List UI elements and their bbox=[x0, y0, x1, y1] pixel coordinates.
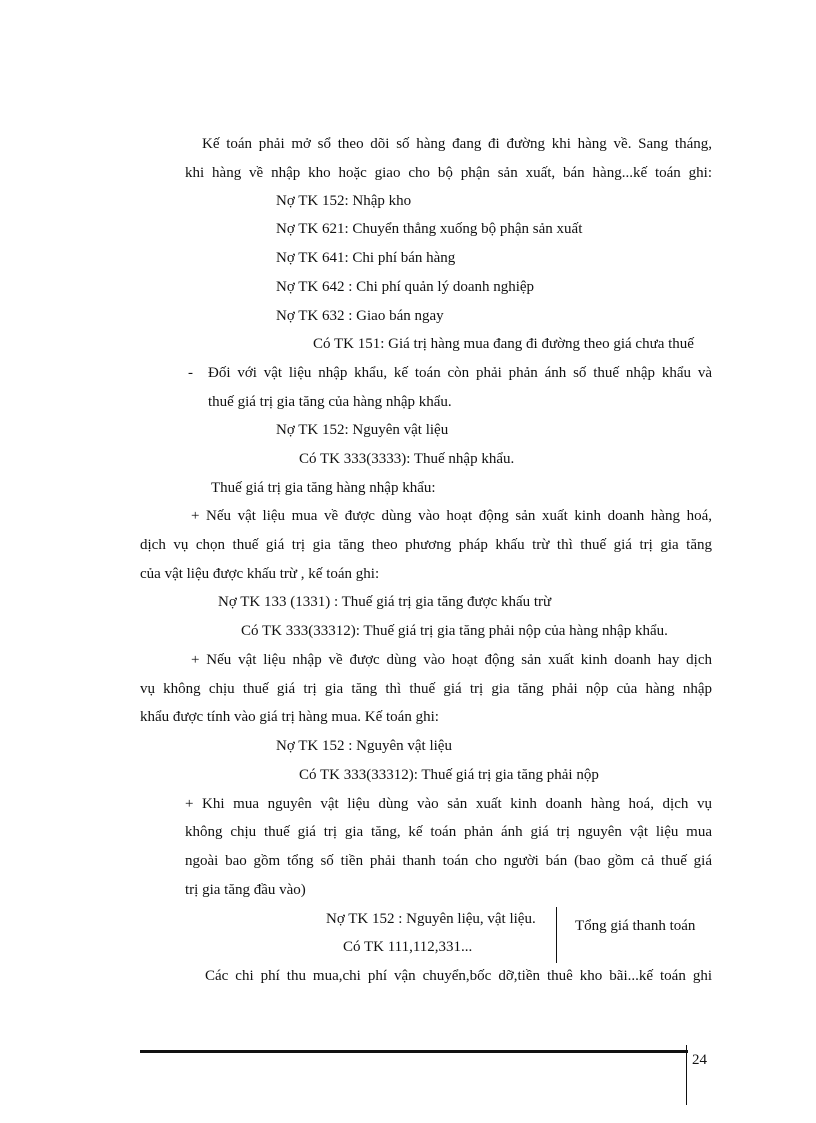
paragraph-line: vụ không chịu thuế giá trị gia tăng thì thuế giá trị gia tăng phải nộp của hàng nhập bbox=[140, 681, 712, 697]
footer-divider bbox=[686, 1045, 687, 1105]
page-number: 24 bbox=[692, 1052, 707, 1068]
paragraph-line: ngoài bao gồm tổng số tiền phải thanh toán cho người bán (bao gồm cả thuế giá bbox=[185, 853, 712, 869]
paragraph-line: Đối với vật liệu nhập khẩu, kế toán còn phải phản ánh số thuế nhập khẩu và bbox=[208, 365, 712, 381]
bracket-note: Tổng giá thanh toán bbox=[575, 918, 696, 934]
paragraph-line: Các chi phí thu mua,chi phí vận chuyển,bốc dỡ,tiền thuê kho bãi...kế toán ghi bbox=[205, 968, 712, 984]
bracket-divider bbox=[556, 907, 557, 963]
paragraph-line: + Khi mua nguyên vật liệu dùng vào sản xuất kinh doanh hàng hoá, dịch vụ bbox=[185, 796, 712, 812]
entry-debit: Nợ TK 641: Chi phí bán hàng bbox=[276, 250, 456, 266]
paragraph-line: + Nếu vật liệu nhập về được dùng vào hoạt động sản xuất kinh doanh hay dịch bbox=[191, 652, 712, 668]
entry-debit: Nợ TK 642 : Chi phí quản lý doanh nghiệp bbox=[276, 279, 535, 295]
paragraph-line: của vật liệu được khấu trừ , kế toán ghi: bbox=[140, 566, 380, 582]
paragraph-line: khẩu được tính vào giá trị hàng mua. Kế toán ghi: bbox=[140, 709, 439, 725]
entry-debit: Nợ TK 632 : Giao bán ngay bbox=[276, 308, 444, 324]
paragraph-line: Kế toán phải mở sổ theo dõi số hàng đang đi đường khi hàng về. Sang tháng, bbox=[202, 136, 712, 152]
paragraph-line: không chịu thuế giá trị gia tăng, kế toán phản ánh giá trị nguyên vật liệu mua bbox=[185, 824, 712, 840]
paragraph-line: thuế giá trị gia tăng của hàng nhập khẩu. bbox=[208, 394, 452, 410]
paragraph-line: dịch vụ chọn thuế giá trị gia tăng theo phương pháp khấu trừ thì thuế giá trị gia tăng bbox=[140, 537, 712, 553]
entry-debit: Nợ TK 152 : Nguyên vật liệu bbox=[276, 738, 452, 754]
entry-debit: Nợ TK 152: Nhập kho bbox=[276, 193, 412, 209]
paragraph-line: trị gia tăng đầu vào) bbox=[185, 882, 306, 898]
entry-credit: Có TK 111,112,331... bbox=[343, 939, 473, 955]
entry-debit: Nợ TK 621: Chuyển thẳng xuống bộ phận sản xuất bbox=[276, 221, 583, 237]
list-dash: - bbox=[188, 365, 193, 381]
section-label: Thuế giá trị gia tăng hàng nhập khẩu: bbox=[211, 480, 436, 496]
footer-rule bbox=[140, 1050, 688, 1053]
entry-credit: Có TK 333(3333): Thuế nhập khẩu. bbox=[299, 451, 515, 467]
entry-debit: Nợ TK 133 (1331) : Thuế giá trị gia tăng được khấu trừ bbox=[218, 594, 552, 610]
entry-credit: Có TK 151: Giá trị hàng mua đang đi đường theo giá chưa thuế bbox=[313, 336, 694, 352]
entry-credit: Có TK 333(33312): Thuế giá trị gia tăng phải nộp của hàng nhập khẩu. bbox=[241, 623, 668, 639]
paragraph-line: khi hàng về nhập kho hoặc giao cho bộ phận sản xuất, bán hàng...kế toán ghi: bbox=[185, 165, 712, 181]
paragraph-line: + Nếu vật liệu mua về được dùng vào hoạt động sản xuất kinh doanh hàng hoá, bbox=[191, 508, 712, 524]
entry-debit: Nợ TK 152 : Nguyên liệu, vật liệu. bbox=[326, 911, 536, 927]
entry-credit: Có TK 333(33312): Thuế giá trị gia tăng phải nộp bbox=[299, 767, 599, 783]
entry-debit: Nợ TK 152: Nguyên vật liệu bbox=[276, 422, 449, 438]
